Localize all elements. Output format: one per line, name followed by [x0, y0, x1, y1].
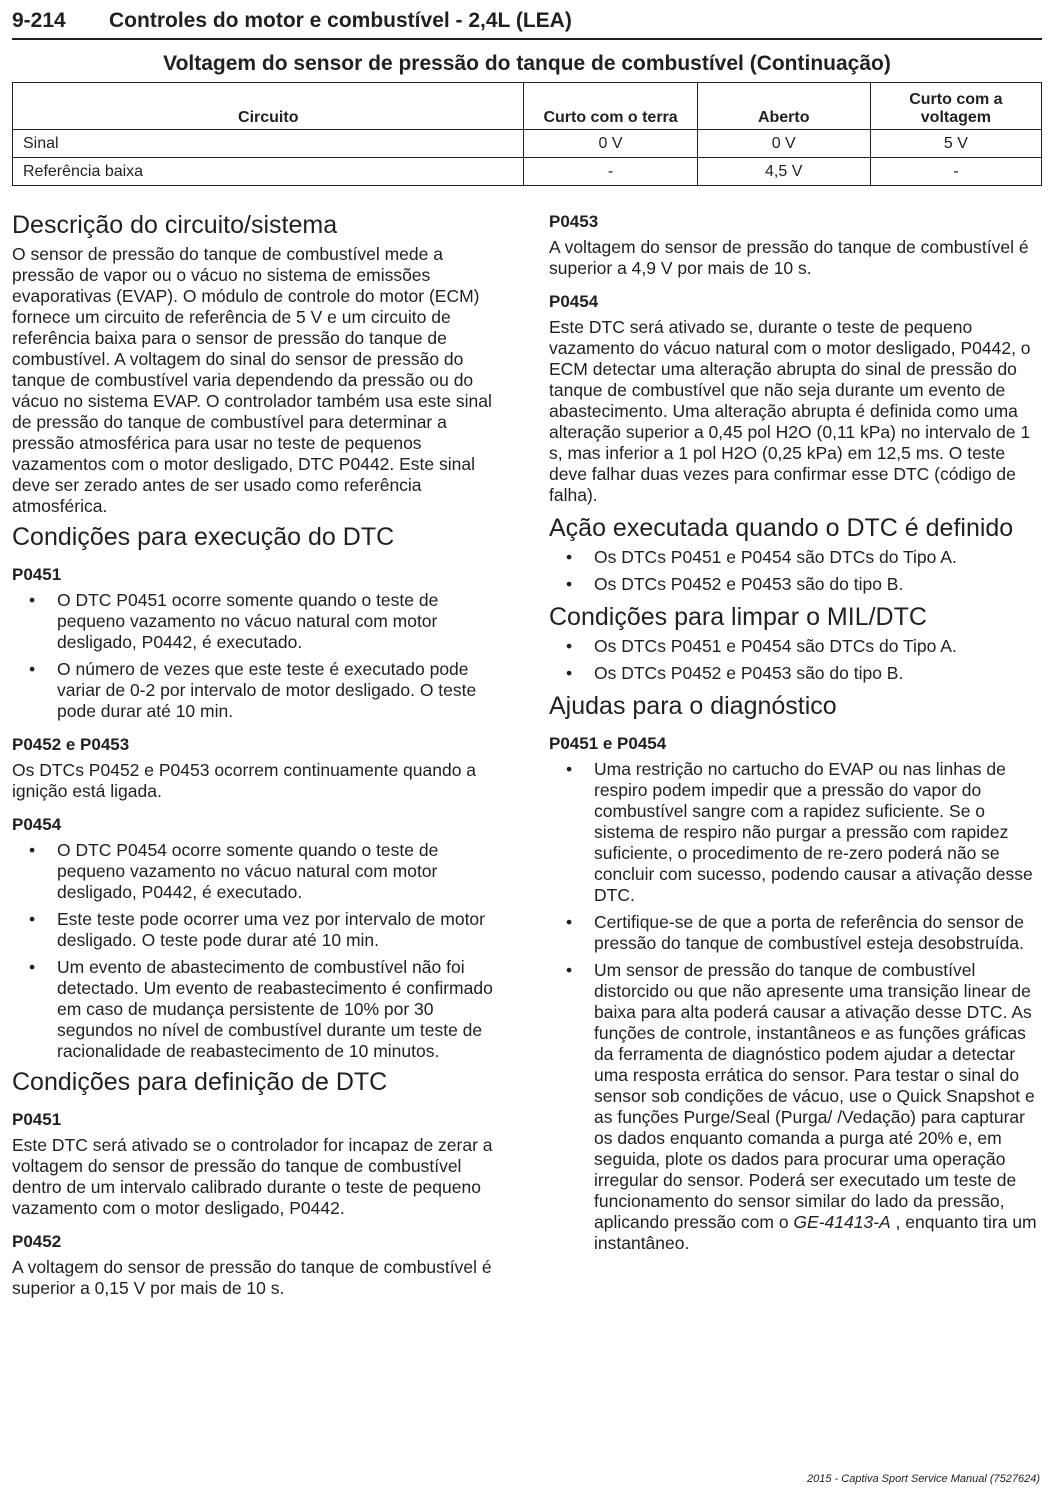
column-header: Curto com a voltagem	[870, 83, 1041, 130]
table-cell: Sinal	[13, 130, 524, 158]
left-column	[12, 205, 510, 1299]
bullet-list	[12, 590, 510, 722]
subheading-p0453: P0453	[549, 212, 599, 231]
list-item-text: Certifique-se de que a porta de referência do sensor de pressão do tanque de combustível esteja desobstruída.	[594, 912, 1024, 953]
bullet-list	[549, 636, 1042, 684]
bullet-list	[549, 759, 1042, 1254]
list-item	[549, 663, 1042, 684]
description-text: O sensor de pressão do tanque de combustível mede a pressão de vapor ou o vácuo no sistema de emissões evaporativas (EVAP). O módulo de controle do motor (ECM) fornece um circuito de referência de 5 V e um circuito de referência baixa para o sensor de pressão do tanque de combustível. A voltagem do sinal do sensor de pressão do tanque de combustível varia dependendo da pressão ou do vácuo no sistema EVAP. O controlador também usa este sinal de pressão do tanque de combustível para determinar a pressão atmosférica para usar no teste de pequenos vazamentos com o motor desligado, DTC P0442. Este sinal deve ser zerado antes de ser usado como referência atmosférica.	[12, 244, 492, 516]
bullet-icon: •	[566, 636, 573, 656]
bullet-icon: •	[566, 759, 573, 779]
table-header-row	[13, 83, 1042, 130]
section-title-diagnostic-aids: Ajudas para o diagnóstico	[549, 692, 837, 720]
subheading-p0452-p0453: P0452 e P0453	[12, 735, 130, 754]
list-item	[549, 759, 1042, 906]
list-item	[549, 547, 1042, 568]
list-item	[12, 659, 510, 722]
subheading-p0452: P0452	[12, 1232, 62, 1251]
table-title: Voltagem do sensor de pressão do tanque de combustível (Continuação)	[163, 52, 891, 75]
bullet-icon: •	[566, 574, 573, 594]
table-cell: Referência baixa	[13, 158, 524, 186]
paragraph: Este DTC será ativado se o controlador for incapaz de zerar a voltagem do sensor de pressão do tanque de combustível dentro de um intervalo calibrado durante o teste de pequeno vazamento com o motor desligado, P0442.	[12, 1135, 493, 1218]
list-item	[549, 574, 1042, 595]
list-item	[12, 957, 510, 1062]
list-item-text: Os DTCs P0452 e P0453 são do tipo B.	[594, 574, 904, 594]
table-cell: 0 V	[697, 130, 870, 158]
list-item	[12, 909, 510, 951]
list-item-text: Os DTCs P0451 e P0454 são DTCs do Tipo A.	[594, 547, 957, 567]
right-column	[549, 205, 1042, 1260]
bullet-icon: •	[566, 960, 573, 980]
column-header: Curto com o terra	[524, 83, 697, 130]
bullet-list	[12, 840, 510, 1062]
section-title-description: Descrição do circuito/sistema	[12, 211, 338, 239]
paragraph: A voltagem do sensor de pressão do tanque de combustível é superior a 4,9 V por mais de 10 s.	[549, 237, 1029, 278]
table-cell: 4,5 V	[697, 158, 870, 186]
bullet-icon: •	[566, 912, 573, 932]
subheading-p0451: P0451	[12, 1110, 62, 1129]
list-item-text: O DTC P0454 ocorre somente quando o teste de pequeno vazamento no vácuo natural com motor desligado, P0442, é executado.	[57, 840, 439, 902]
bullet-icon: •	[566, 663, 573, 683]
section-title-action: Ação executada quando o DTC é definido	[549, 514, 1014, 542]
bullet-icon: •	[29, 659, 36, 679]
tool-number: GE-41413-A	[793, 1212, 891, 1232]
chapter-title: Controles do motor e combustível - 2,4L (LEA)	[109, 9, 572, 32]
bullet-icon: •	[29, 590, 36, 610]
list-item	[549, 912, 1042, 954]
list-item-text: Os DTCs P0451 e P0454 são DTCs do Tipo A.	[594, 636, 957, 656]
list-item-text: Os DTCs P0452 e P0453 são do tipo B.	[594, 663, 904, 683]
list-item	[12, 590, 510, 653]
list-item	[549, 960, 1042, 1254]
subheading-p0451: P0451	[12, 565, 62, 584]
list-item	[549, 636, 1042, 657]
table-cell: -	[870, 158, 1041, 186]
bullet-icon: •	[29, 909, 36, 929]
paragraph: Os DTCs P0452 e P0453 ocorrem continuamente quando a ignição está ligada.	[12, 760, 477, 801]
table-cell: 5 V	[870, 130, 1041, 158]
section-title-clear: Condições para limpar o MIL/DTC	[549, 603, 927, 631]
table-row	[13, 130, 1042, 158]
paragraph: A voltagem do sensor de pressão do tanque de combustível é superior a 0,15 V por mais de 10 s.	[12, 1257, 492, 1298]
paragraph: Este DTC será ativado se, durante o teste de pequeno vazamento do vácuo natural com o motor desligado, P0442, o ECM detectar uma alteração abrupta do sinal de pressão do tanque de combustível que não seja durante um evento de abastecimento. Uma alteração abrupta é definida como uma alteração superior a 0,45 pol H2O (0,11 kPa) no intervalo de 1 s, mas inferior a 1 pol H2O (0,25 kPa) em 12,5 ms. O teste deve falhar duas vezes para confirmar esse DTC (código de falha).	[549, 317, 1031, 505]
table-row	[13, 158, 1042, 186]
bullet-list	[549, 547, 1042, 595]
section-title-run-conditions: Condições para execução do DTC	[12, 523, 395, 551]
bullet-icon: •	[566, 547, 573, 567]
footer-manual-reference: 2015 - Captiva Sport Service Manual (7527624)	[807, 1473, 1040, 1485]
list-item-text: O número de vezes que este teste é executado pode variar de 0-2 por intervalo de motor desligado. O teste pode durar até 10 min.	[57, 659, 477, 721]
list-item-text: Este teste pode ocorrer uma vez por intervalo de motor desligado. O teste pode durar até 10 min.	[57, 909, 485, 950]
list-item-text: O DTC P0451 ocorre somente quando o teste de pequeno vazamento no vácuo natural com motor desligado, P0442, é executado.	[57, 590, 439, 652]
column-header: Circuito	[13, 83, 524, 130]
voltage-table	[12, 82, 1042, 186]
bullet-icon: •	[29, 840, 36, 860]
subheading-p0451-p0454: P0451 e P0454	[549, 734, 667, 753]
column-header: Aberto	[697, 83, 870, 130]
list-item-text: Um evento de abastecimento de combustível não foi detectado. Um evento de reabastecimento é confirmado em caso de mudança persistente de 10% por 30 segundos no nível de combustível durante um teste de racionalidade de reabastecimento de 10 minutos.	[57, 957, 493, 1061]
page-header	[12, 6, 1042, 40]
page-number: 9-214	[12, 9, 66, 32]
bullet-icon: •	[29, 957, 36, 977]
table-cell: -	[524, 158, 697, 186]
list-item-text: Uma restrição no cartucho do EVAP ou nas linhas de respiro podem impedir que a pressão do vapor do combustível sangre com a rapidez suficiente. Se o sistema de respiro não purgar a pressão com rapidez suficiente, o procedimento de re-zero poderá não se concluir com sucesso, podendo causar a ativação desse DTC.	[594, 759, 1033, 905]
subheading-p0454: P0454	[549, 292, 599, 311]
list-item	[12, 840, 510, 903]
list-item-text: Um sensor de pressão do tanque de combustível distorcido ou que não apresente uma transição linear de baixa para alta poderá causar a ativação desse DTC. As funções de controle, instantâneos e as funções gráficas da ferramenta de diagnóstico podem ajudar a detectar uma resposta errática do sensor. Para testar o sinal do sensor sob condições de vácuo, use o Quick Snapshot e as funções Purge/Seal (Purga/ /Vedação) para capturar os dados enquanto comanda a purga até 20% e, em seguida, plote os dados para procurar uma operação irregular do sensor. Poderá ser executado um teste de funcionamento do sensor similar do lado da pressão, aplicando pressão com o	[594, 960, 1035, 1232]
table-cell: 0 V	[524, 130, 697, 158]
list-item-text: , enquanto tira um instantâneo.	[594, 1212, 1037, 1253]
subheading-p0454: P0454	[12, 815, 62, 834]
section-title-set-conditions: Condições para definição de DTC	[12, 1068, 388, 1096]
